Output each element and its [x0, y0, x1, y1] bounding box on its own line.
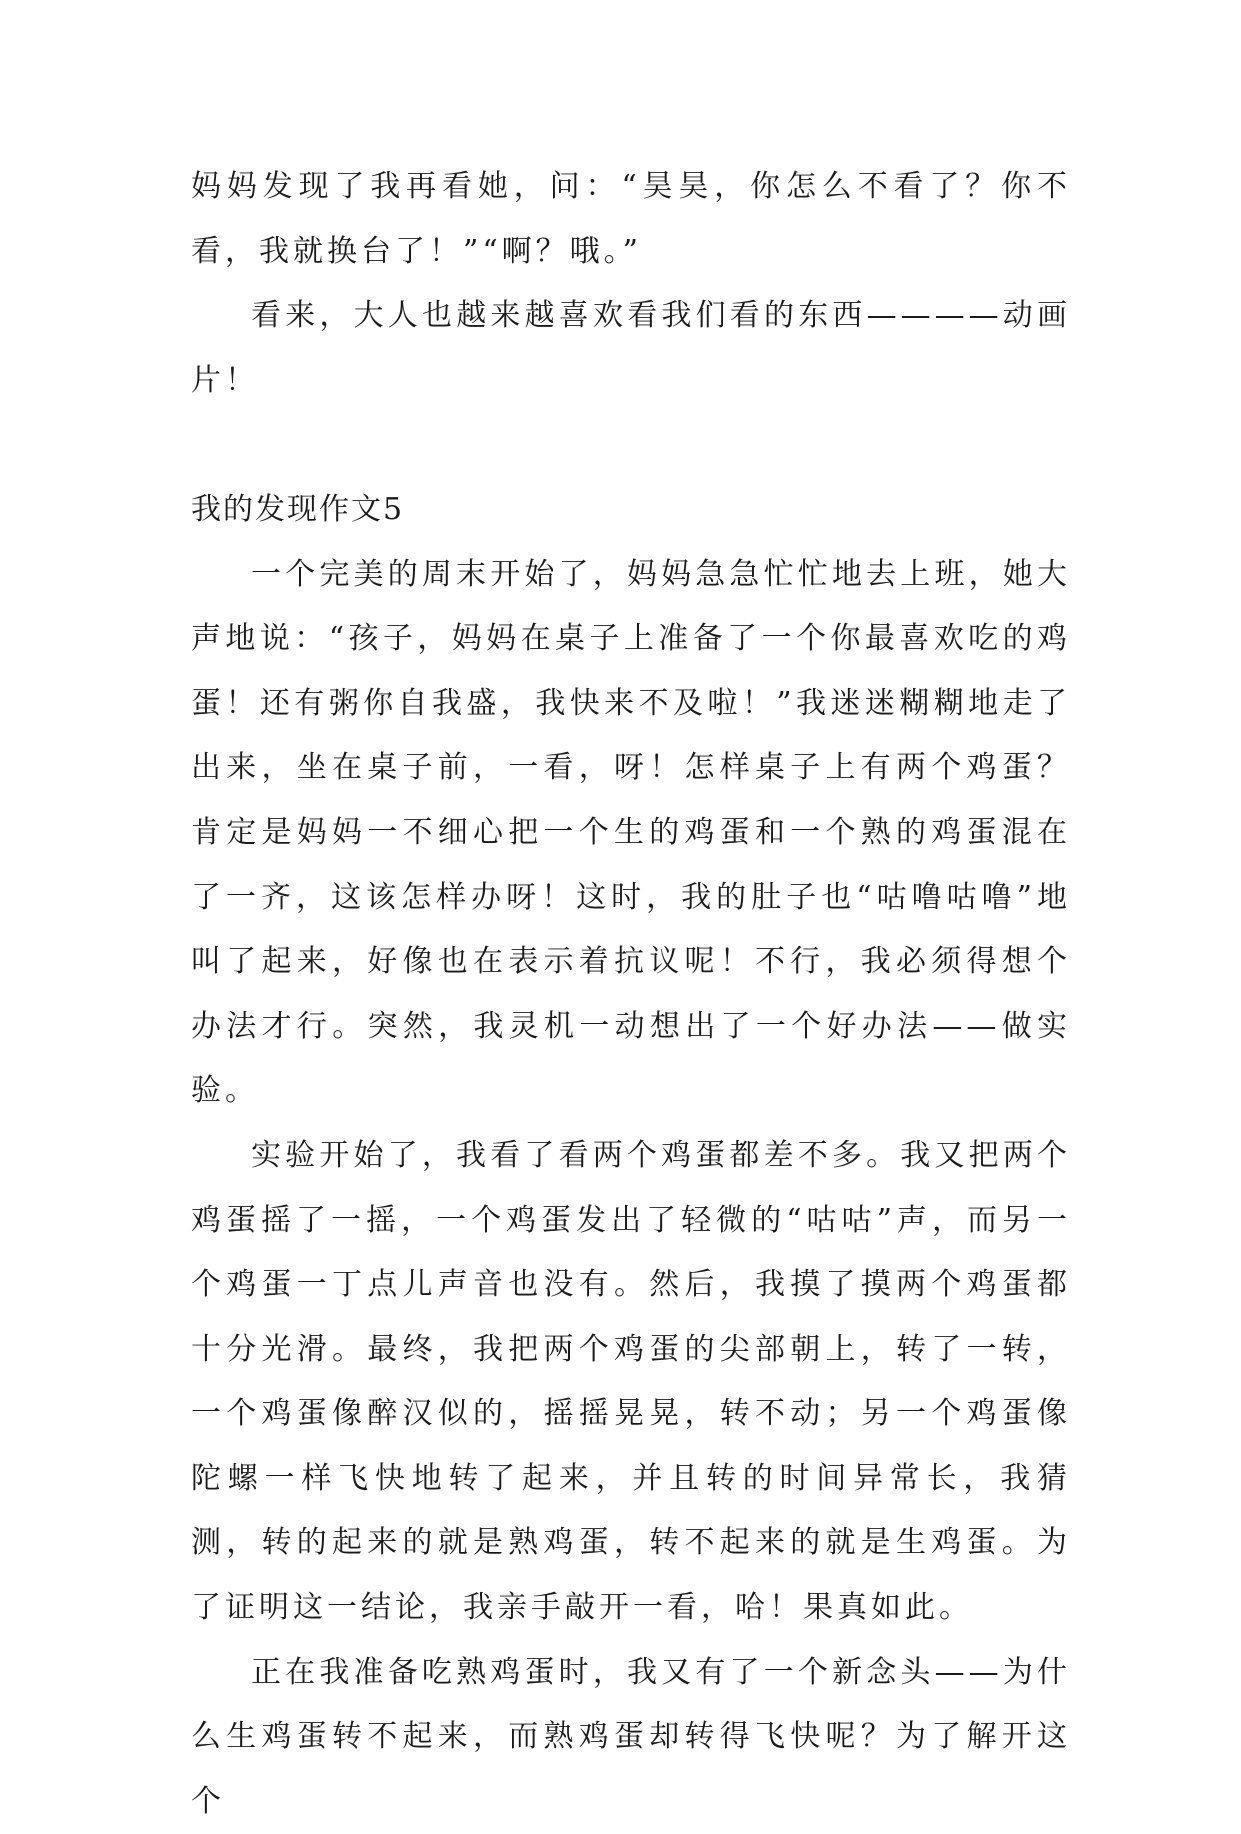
paragraph: 正在我准备吃熟鸡蛋时，我又有了一个新念头——为什么生鸡蛋转不起来，而熟鸡蛋却转得飞快呢？为了解开这个 [191, 1654, 1071, 1819]
paragraph: 看来，大人也越来越喜欢看我们看的东西————动画片！ [191, 298, 1071, 398]
paragraph: 实验开始了，我看了看两个鸡蛋都差不多。我又把两个鸡蛋摇了一摇，一个鸡蛋发出了轻微的“咕咕”声，而另一个鸡蛋一丁点儿声音也没有。然后，我摸了摸两个鸡蛋都十分光滑。最终，我把两个鸡蛋的尖部朝上，转了一转，一个鸡蛋像醉汉似的，摇摇晃晃，转不动；另一个鸡蛋像陀螺一样飞快地转了起来，并且转的时间异常长，我猜测，转的起来的就是熟鸡蛋，转不起来的就是生鸡蛋。为了证明这一结论，我亲手敲开一看，哈！果真如此。 [191, 1137, 1071, 1626]
section-heading: 我的发现作文5 [191, 491, 405, 527]
document-body [191, 155, 1071, 1834]
paragraph: 妈妈发现了我再看她，问：“昊昊，你怎么不看了？你不看，我就换台了！”“啊？哦。” [191, 169, 1071, 269]
paragraph: 一个完美的周末开始了，妈妈急急忙忙地去上班，她大声地说：“孩子，妈妈在桌子上准备了一个你最喜欢吃的鸡蛋！还有粥你自我盛，我快来不及啦！”我迷迷糊糊地走了出来，坐在桌子前，一看，呀！怎样桌子上有两个鸡蛋？肯定是妈妈一不细心把一个生的鸡蛋和一个熟的鸡蛋混在了一齐，这该怎样办呀！这时，我的肚子也“咕噜咕噜”地叫了起来，好像也在表示着抗议呢！不行，我必须得想个办法才行。突然，我灵机一动想出了一个好办法——做实验。 [191, 556, 1071, 1109]
blank-line [191, 413, 1071, 478]
